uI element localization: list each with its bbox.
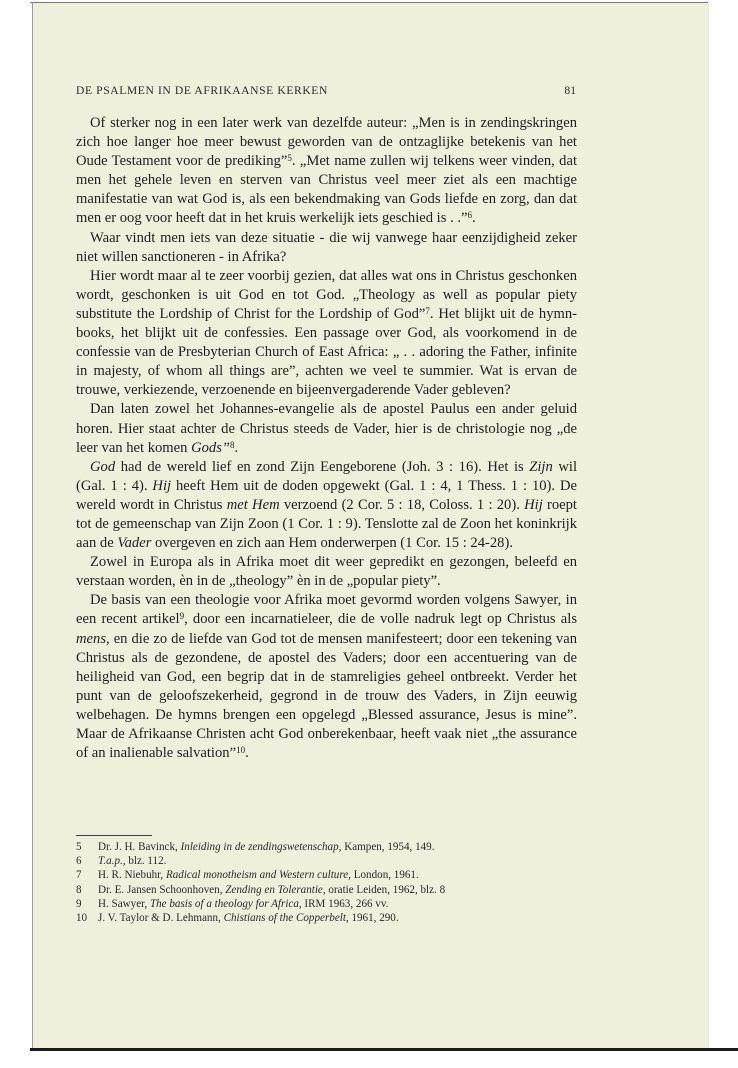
running-header: DE PSALMEN IN DE AFRIKAANSE KERKEN: [76, 84, 328, 97]
footnote-ref-9[interactable]: 9: [179, 611, 185, 622]
paragraph-4: Dan laten zowel het Johannes-evangelie als de apostel Paulus een ander geluid horen. Hier staat achter de Christus steeds de Vader, hier is de christologie nog „de leer van het komen Gods”$^8$.: [76, 401, 577, 456]
footnote-separator: [76, 835, 152, 836]
footnote: 9 H. Sawyer, The basis of a theology for Africa, IRM 1963, 266 vv.: [76, 897, 389, 910]
page-number: 81: [564, 84, 576, 97]
paragraph-3: Hier wordt maar al te zeer voorbij gezien, dat alles wat ons in Christus geschonken wordt, geschonken is uit God en tot God. „Theology as well as popular piety substitute the Lordship of Christ for the Lordship of God”$^7$. Het blijkt uit de hymn-books, het blijkt uit de confessies. Een passage over God, als voorkomend in de confessie van de Presbyterian Church of East Africa: „ . . adoring the Father, infinite in majesty, of whom all things are”, achten we veel te summier. Wat is ervan de trouwe, verkiezende, verzoenende en bijeenvergaderende Vader gebleven?: [76, 267, 577, 399]
footnote: 8 Dr. E. Jansen Schoonhoven, Zending en Tolerantie, oratie Leiden, 1962, blz. 8: [76, 883, 446, 896]
footnote-ref-8[interactable]: 8: [230, 439, 235, 450]
paragraph-1: Of sterker nog in een later werk van dezelfde auteur: „Men is in zendingskringen zich hoe langer hoe meer bewust geworden van de ontzaglijke betekenis van het Oude Testament voor de prediking”$^5$. „Met name zullen wij telkens weer vinden, dat men het gehele leven en sterven van Christus veel meer ziet als een machtige manifestatie van wat God is, als een bekendmaking van Gods liefde en zorg, dan dat men er oog voor heeft dat in het kruis werkelijk iets geschied is . .”$^6$.: [76, 115, 577, 227]
paragraph-5: God had de wereld lief en zond Zijn Eengeborene (Joh. 3 : 16). Het is Zijn wil (Gal. 1 : 4). Hij heeft Hem uit de doden opgewekt (Gal. 1 : 4, 1 Thess. 1 : 10). De wereld wordt in Christus met Hem verzoend (2 Cor. 5 : 18, Coloss. 1 : 20). Hij roept tot de gemeenschap van Zijn Zoon (1 Cor. 1 : 9). Tenslotte zal de Zoon het koninkrijk aan de Vader overgeven en zich aan Hem onderwerpen (1 Cor. 15 : 24-28).: [76, 458, 577, 552]
footnote-ref-7[interactable]: 7: [425, 305, 430, 316]
paragraph-7: De basis van een theologie voor Afrika moet gevormd worden volgens Sawyer, in een recent artikel$^9$, door een incarnatieleer, die de volle nadruk legt op Christus als mens, en die zo de liefde van God tot de mensen manifesteert; door een tekening van Christus als de gezondene, de apostel des Vaders; door een accentuering van de heiligheid van God, een begrip dat in de stamreligies geheel ontbreekt. Verder het punt van de geloofszekerheid, gegrond in de trouw des Vaders, in Zijn eeuwig welbehagen. De hymns brengen een opgelegd „Blessed assurance, Jesus is mine”. Maar de Afrikaanse Christen acht God onberekenbaar, heeft vaak niet „the assurance of an inalienable salvation”$^{10}$.: [76, 592, 578, 762]
footnote: 5 Dr. J. H. Bavinck, Inleiding in de zendingswetenschap, Kampen, 1954, 149.: [76, 841, 435, 853]
footnote: 6 T.a.p., blz. 112.: [76, 855, 167, 868]
footnote: 10 J. V. Taylor & D. Lehmann, Chistians of the Copperbelt, 1961, 290.: [76, 912, 399, 925]
footnote-ref-5[interactable]: 5: [287, 153, 292, 164]
footnote-ref-10[interactable]: 10: [236, 745, 246, 756]
footnote: 7 H. R. Niebuhr, Radical monotheism and Western culture, London, 1961.: [76, 869, 419, 882]
scan-edge-left: [32, 2, 33, 1048]
paragraph-6: Zowel in Europa als in Afrika moet dit weer gepredikt en gezongen, beleefd en verstaan worden, èn in de „theology” èn in de „popular piety”.: [76, 554, 577, 590]
footnote-ref-6[interactable]: 6: [467, 210, 472, 221]
footnotes: [76, 840, 596, 925]
scan-edge-bottom: [30, 1048, 738, 1051]
body-text: [76, 114, 577, 763]
paragraph-2: Waar vindt men iets van deze situatie - die wij vanwege haar eenzijdigheid zeker niet willen sanctioneren - in Afrika?: [76, 229, 577, 265]
